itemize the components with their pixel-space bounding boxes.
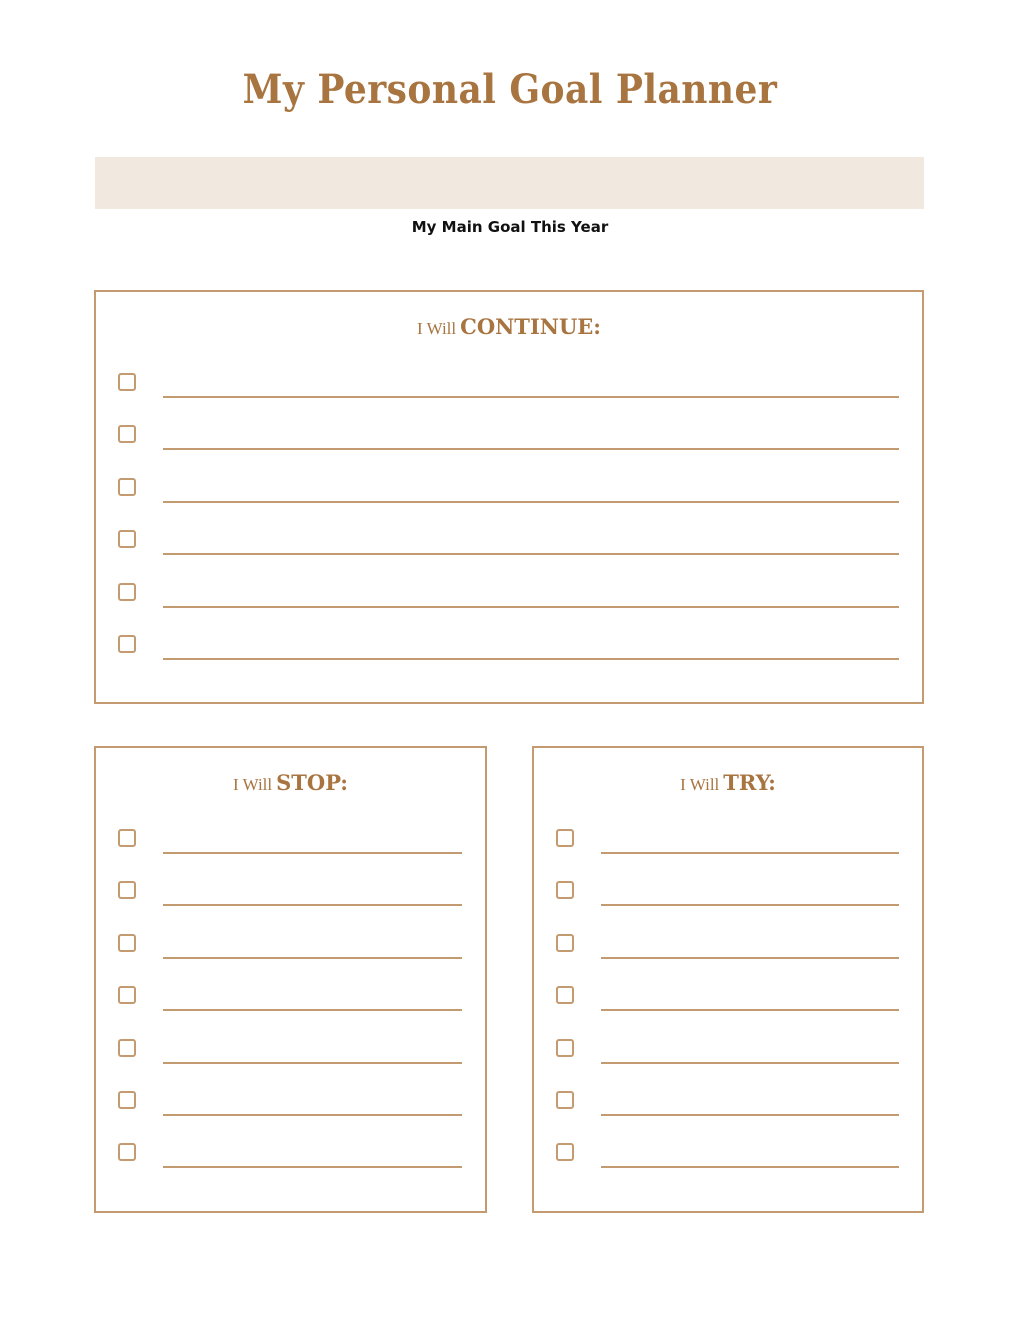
try-heading-word: TRY: (723, 770, 776, 795)
stop-section (94, 746, 487, 1213)
stop-item (96, 1039, 485, 1091)
continue-item-line[interactable] (163, 606, 899, 608)
stop-heading (96, 770, 485, 795)
continue-item (96, 530, 922, 582)
try-item (534, 934, 922, 986)
continue-checkbox[interactable] (118, 583, 136, 601)
continue-item-line[interactable] (163, 553, 899, 555)
continue-checkbox[interactable] (118, 635, 136, 653)
try-item (534, 829, 922, 881)
try-item (534, 986, 922, 1038)
try-item-line[interactable] (601, 904, 899, 906)
continue-item (96, 425, 922, 477)
continue-item-line[interactable] (163, 501, 899, 503)
stop-checkbox[interactable] (118, 986, 136, 1004)
stop-checkbox[interactable] (118, 1143, 136, 1161)
try-list (534, 829, 922, 1196)
stop-item (96, 829, 485, 881)
stop-checkbox[interactable] (118, 881, 136, 899)
stop-checkbox[interactable] (118, 829, 136, 847)
try-checkbox[interactable] (556, 986, 574, 1004)
continue-item-line[interactable] (163, 396, 899, 398)
stop-item-line[interactable] (163, 904, 462, 906)
stop-heading-word: STOP: (276, 770, 349, 795)
stop-item-line[interactable] (163, 1114, 462, 1116)
continue-heading (96, 314, 922, 339)
try-checkbox[interactable] (556, 881, 574, 899)
try-item (534, 1143, 922, 1195)
continue-item (96, 478, 922, 530)
try-checkbox[interactable] (556, 934, 574, 952)
try-item-line[interactable] (601, 1166, 899, 1168)
continue-checkbox[interactable] (118, 530, 136, 548)
main-goal-label: My Main Goal This Year (411, 218, 609, 236)
continue-item (96, 635, 922, 687)
try-item-line[interactable] (601, 957, 899, 959)
stop-item-line[interactable] (163, 1166, 462, 1168)
continue-heading-word: CONTINUE: (460, 314, 602, 339)
continue-heading-prefix: I Will (416, 319, 457, 338)
continue-item (96, 373, 922, 425)
try-item (534, 1039, 922, 1091)
stop-item (96, 881, 485, 933)
try-section (532, 746, 924, 1213)
continue-item-line[interactable] (163, 658, 899, 660)
page-title: My Personal Goal Planner (242, 66, 778, 113)
stop-list (96, 829, 485, 1196)
stop-checkbox[interactable] (118, 934, 136, 952)
stop-item-line[interactable] (163, 1062, 462, 1064)
continue-list (96, 373, 922, 687)
stop-item-line[interactable] (163, 852, 462, 854)
stop-checkbox[interactable] (118, 1039, 136, 1057)
stop-item-line[interactable] (163, 1009, 462, 1011)
try-heading-prefix: I Will (680, 775, 720, 794)
stop-item (96, 934, 485, 986)
try-checkbox[interactable] (556, 829, 574, 847)
continue-checkbox[interactable] (118, 373, 136, 391)
continue-checkbox[interactable] (118, 478, 136, 496)
stop-item-line[interactable] (163, 957, 462, 959)
try-heading (534, 770, 922, 795)
continue-checkbox[interactable] (118, 425, 136, 443)
try-checkbox[interactable] (556, 1039, 574, 1057)
try-item-line[interactable] (601, 1114, 899, 1116)
continue-item (96, 583, 922, 635)
try-item-line[interactable] (601, 1009, 899, 1011)
try-checkbox[interactable] (556, 1143, 574, 1161)
stop-item (96, 986, 485, 1038)
try-item-line[interactable] (601, 1062, 899, 1064)
main-goal-field[interactable] (95, 157, 924, 209)
try-item-line[interactable] (601, 852, 899, 854)
continue-section (94, 290, 924, 704)
stop-item (96, 1143, 485, 1195)
try-checkbox[interactable] (556, 1091, 574, 1109)
continue-item-line[interactable] (163, 448, 899, 450)
stop-item (96, 1091, 485, 1143)
try-item (534, 881, 922, 933)
try-item (534, 1091, 922, 1143)
stop-checkbox[interactable] (118, 1091, 136, 1109)
stop-heading-prefix: I Will (232, 775, 273, 794)
